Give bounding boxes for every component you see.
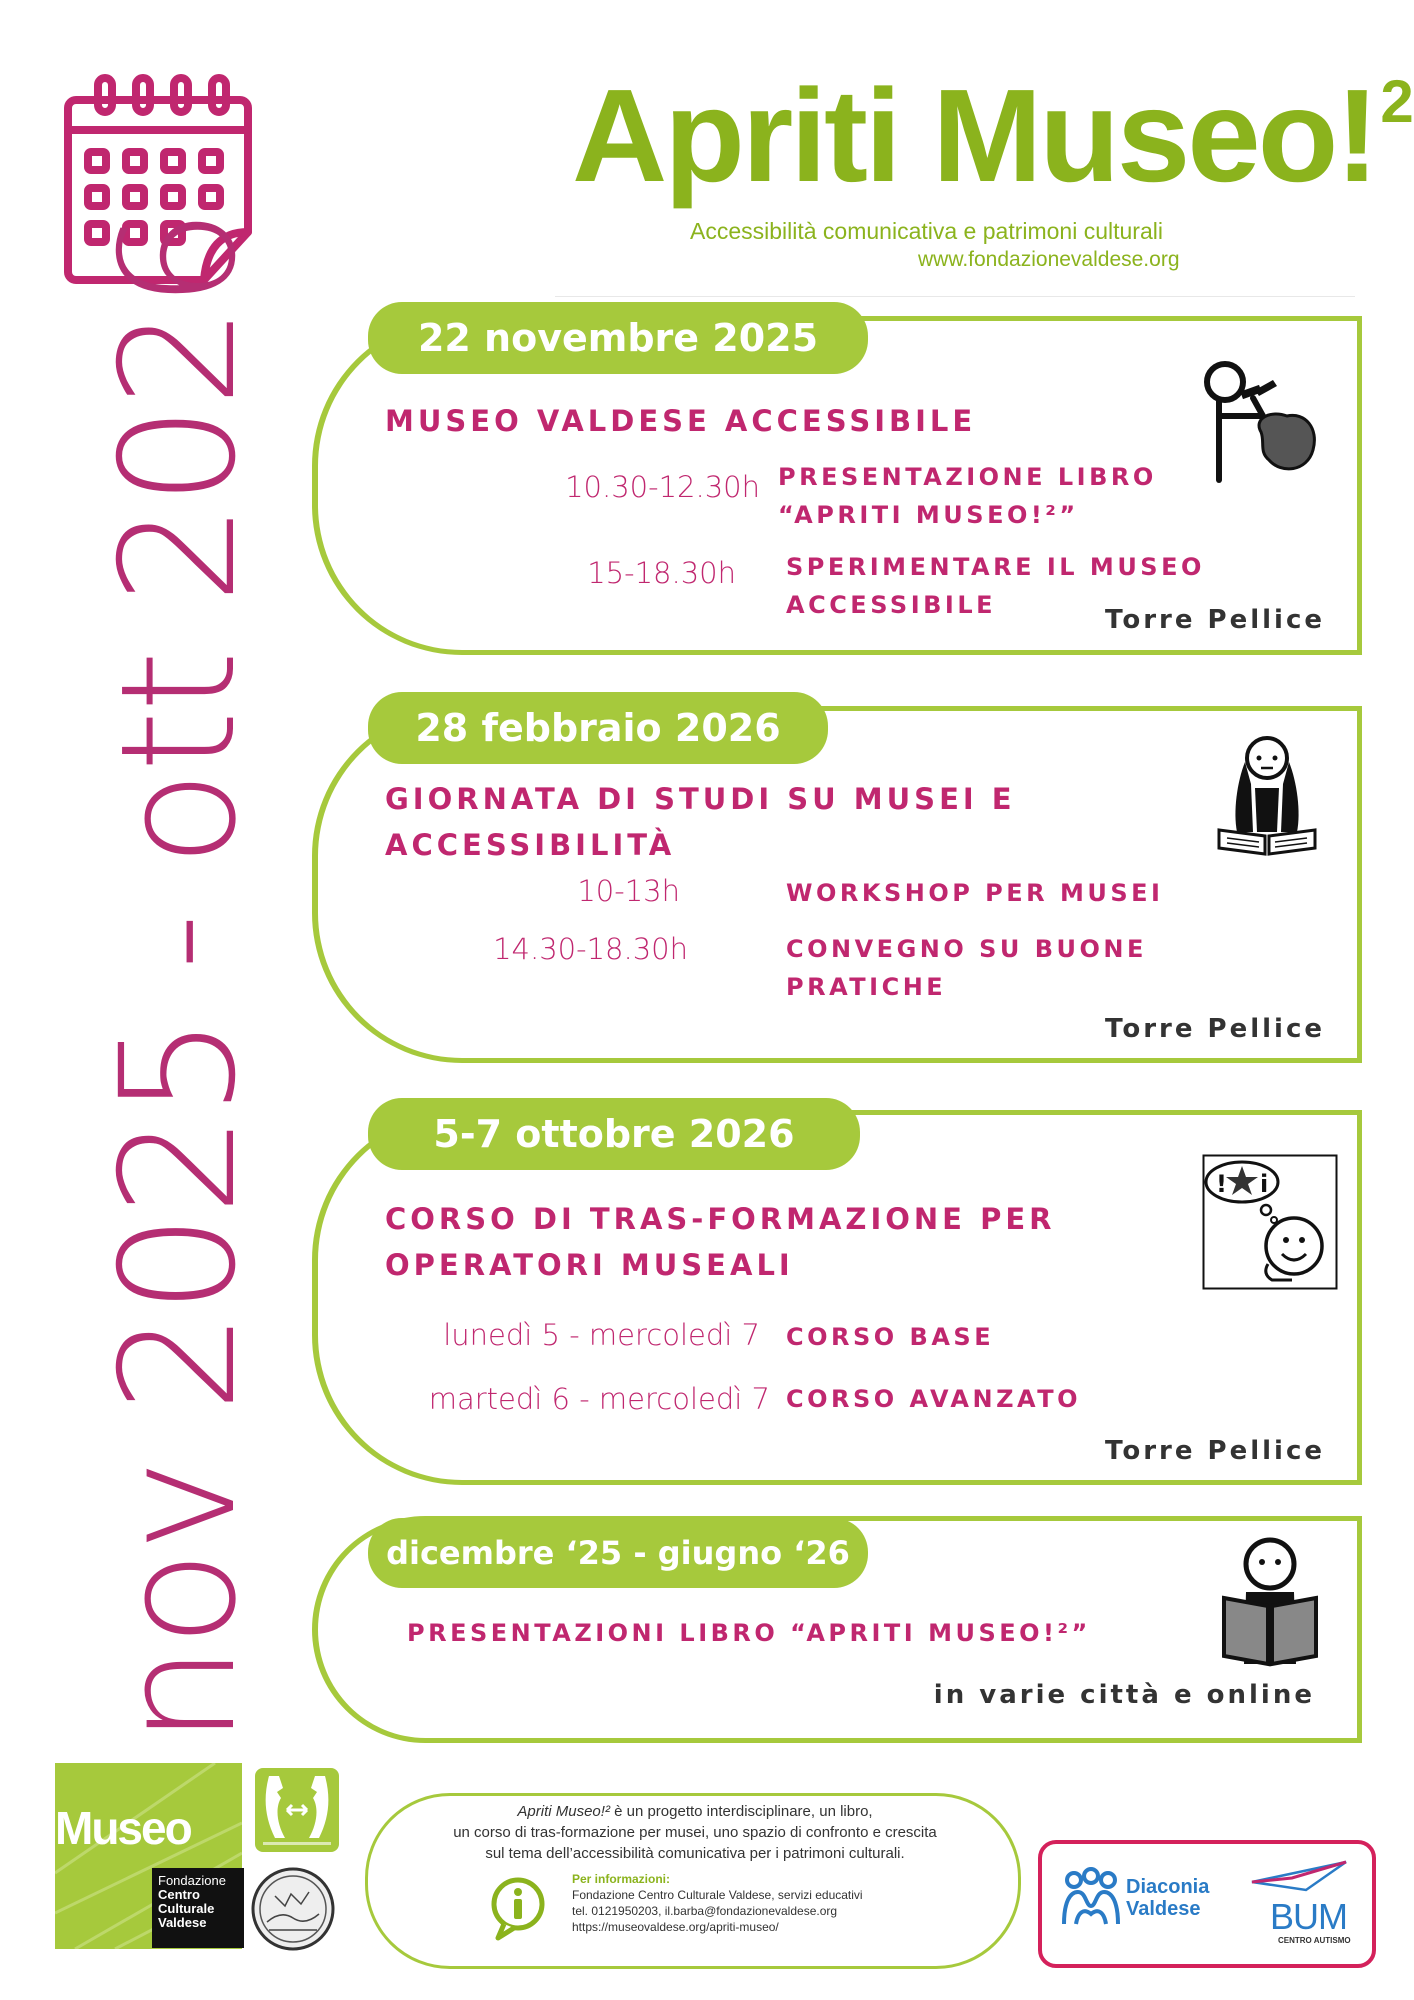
event-heading-2: GIORNATA DI STUDI SU MUSEI E ACCESSIBILITÀ	[385, 782, 1016, 862]
session-time: 10.30-12.30h	[565, 470, 760, 504]
paper-plane-icon	[1246, 1856, 1350, 1896]
reading-person-icon	[1220, 1536, 1320, 1668]
event-date-4: dicembre ‘25 - giugno ‘26	[368, 1518, 868, 1588]
diaconia-people-icon	[1058, 1866, 1124, 1930]
event-place-4: in varie città e online	[933, 1680, 1315, 1710]
session-time: 14.30-18.30h	[493, 932, 688, 966]
event-heading-1: MUSEO VALDESE ACCESSIBILE	[385, 404, 977, 438]
session-activity: CORSO AVANZATO	[786, 1385, 1081, 1413]
museo-logo-text: Museo	[55, 1802, 191, 1854]
diaconia-logo-text: Diaconia Valdese	[1126, 1876, 1210, 1920]
project-description: Apriti Museo!² è un progetto interdisciplinare, un libro, un corso di tras-formazione per musei, uno spazio di confronto e crescita sul tema dell’accessibilità comunicativa per i patrimoni culturali.	[453, 1803, 937, 1862]
session-activity: CORSO BASE	[786, 1323, 995, 1351]
website-url[interactable]: www.fondazionevaldese.org	[918, 248, 1180, 271]
accessible-museum-logo	[255, 1768, 339, 1852]
session-activity: CONVEGNO SU BUONE PRATICHE	[786, 935, 1147, 1001]
event-heading-4: PRESENTAZIONI LIBRO “APRITI MUSEO!²”	[407, 1619, 1091, 1647]
contact-org: Fondazione Centro Culturale Valdese, servizi educativi	[572, 1888, 863, 1902]
contact-phone-email[interactable]: tel. 0121950203, il.barba@fondazionevaldese.org	[572, 1904, 838, 1918]
info-icon	[488, 1876, 548, 1942]
svg-text:!: !	[1216, 1170, 1227, 1198]
seal-engraving-icon	[245, 1866, 341, 1952]
page-title: Apriti Museo!$^2$	[572, 62, 1411, 209]
event-place-1: Torre Pellice	[1105, 605, 1325, 635]
session-time: martedì 6 - mercoledì 7	[428, 1382, 770, 1416]
session-time: 10-13h	[577, 874, 680, 908]
event-date-1: 22 novembre 2025	[368, 302, 868, 374]
event-heading-3: CORSO DI TRAS-FORMAZIONE PER OPERATORI MUSEALI	[385, 1202, 1056, 1282]
session-time: 15-18.30h	[587, 556, 736, 590]
contact-label: Per informazioni:	[572, 1872, 671, 1886]
sculptor-icon	[1195, 360, 1325, 485]
studying-person-icon	[1215, 732, 1319, 856]
session-activity: WORKSHOP PER MUSEI	[786, 879, 1164, 907]
session-activity: SPERIMENTARE IL MUSEO ACCESSIBILE	[786, 553, 1205, 619]
event-date-3: 5-7 ottobre 2026	[368, 1098, 860, 1170]
svg-text:i: i	[1260, 1170, 1269, 1198]
period-label: nov 2025 - ott 2026	[87, 210, 271, 1745]
contact-link[interactable]: https://museovaldese.org/apriti-museo/	[572, 1920, 779, 1934]
session-activity: PRESENTAZIONE LIBRO “APRITI MUSEO!²”	[778, 463, 1157, 529]
thinking-person-icon	[1202, 1154, 1338, 1290]
bum-logo-text: BUM	[1270, 1896, 1347, 1937]
two-faces-icon	[255, 1768, 339, 1852]
bum-subtitle: CENTRO AUTISMO	[1278, 1936, 1351, 1945]
event-place-3: Torre Pellice	[1105, 1436, 1325, 1466]
fondazione-logo: Fondazione Centro Culturale Valdese	[152, 1868, 244, 1948]
session-time: lunedì 5 - mercoledì 7	[443, 1318, 760, 1352]
event-place-2: Torre Pellice	[1105, 1014, 1325, 1044]
page-subtitle: Accessibilità comunicativa e patrimoni culturali	[690, 218, 1163, 244]
header-divider	[555, 296, 1355, 297]
event-date-2: 28 febbraio 2026	[368, 692, 828, 764]
